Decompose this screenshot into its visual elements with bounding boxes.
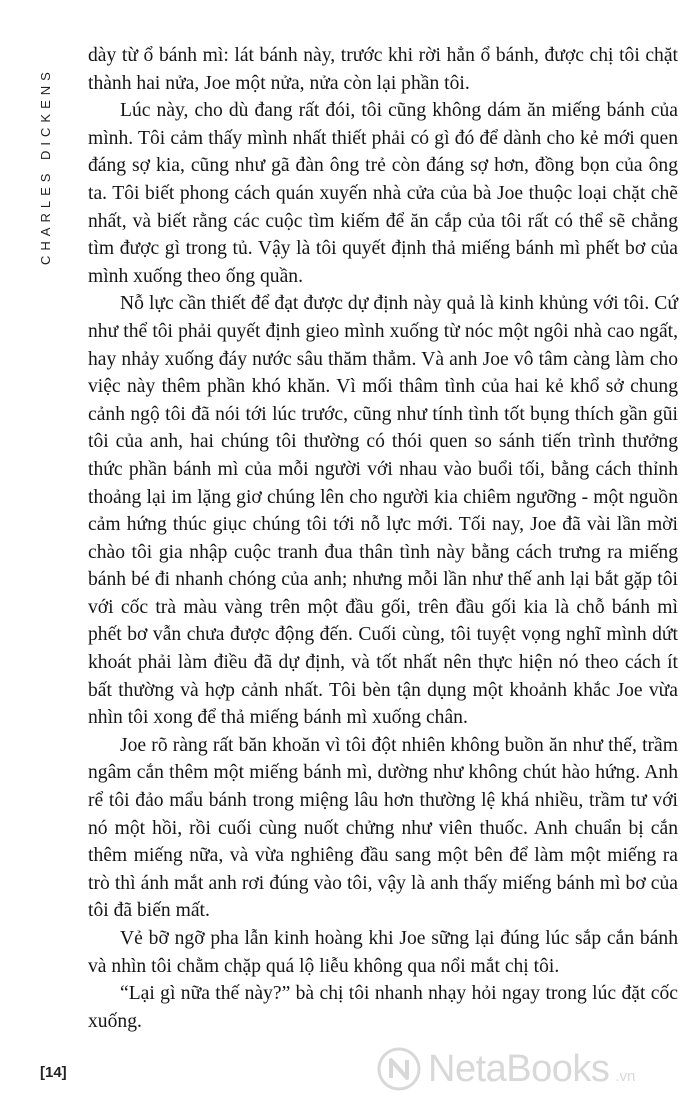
paragraph: Lúc này, cho dù đang rất đói, tôi cũng không dám ăn miếng bánh của mình. Tôi cảm thấy mình nhất thiết phải có gì đó để dành cho kẻ mới quen đáng sợ kia, cũng như gã đàn ông trẻ còn đáng sợ hơn, đồng bọn của ông ta. Tôi biết phong cách quán xuyến nhà cửa của bà Joe thuộc loại chặt chẽ nhất, và biết rằng các cuộc tìm kiếm để ăn cắp của tôi rất có thể sẽ chẳng tìm được gì trong tủ. Vậy là tôi quyết định thả miếng bánh mì phết bơ của mình xuống theo ống quần. [88, 100, 678, 287]
page-number: [14] [40, 1064, 67, 1081]
running-head: CHARLES DICKENS [38, 67, 53, 265]
watermark-brand: NetaBooks [428, 1047, 610, 1090]
paragraph: Vẻ bỡ ngỡ pha lẫn kinh hoàng khi Joe sững lại đúng lúc sắp cắn bánh và nhìn tôi chằm chặp quá lộ liễu không qua nổi mắt chị tôi. [88, 928, 678, 977]
paragraph: Nỗ lực cần thiết để đạt được dự định này quả là kinh khủng với tôi. Cứ như thể tôi phải quyết định gieo mình xuống từ nóc một ngôi nhà cao ngất, hay nhảy xuống đáy nước sâu thăm thẳm. Và anh Joe vô tâm càng làm cho việc này thêm phần khó khăn. Vì mối thâm tình của hai kẻ khổ sở chung cảnh ngộ tôi đã nói tới lúc trước, cũng như tính tình tốt bụng thích gần gũi tôi của anh, hai chúng tôi thường có thói quen so sánh tiến trình thưởng thức phần bánh mì của mỗi người với nhau vào buổi tối, bằng cách thỉnh thoảng lại im lặng giơ chúng lên cho người kia chiêm ngưỡng - một nguồn cảm hứng thúc giục chúng tôi tới nỗ lực mới. Tối nay, Joe đã vài lần mời chào tôi gia nhập cuộc tranh đua thân tình này bằng cách trưng ra miếng bánh bé đi nhanh chóng của anh; nhưng mỗi lần như thế anh lại bắt gặp tôi với cốc trà màu vàng trên một đầu gối, trên đầu gối kia là chỗ bánh mì phết bơ vẫn chưa được động đến. Cuối cùng, tôi tuyệt vọng nghĩ mình dứt khoát phải làm điều đã dự định, và tốt nhất nên thực hiện nó theo cách ít bất thường và hợp cảnh nhất. Tôi bèn tận dụng một khoảnh khắc Joe vừa nhìn tôi xong để thả miếng bánh mì xuống chân. [88, 293, 678, 729]
netabooks-logo-icon [376, 1046, 422, 1092]
page-text [88, 42, 678, 1035]
watermark-suffix: .vn [615, 1067, 636, 1085]
watermark [376, 1046, 635, 1092]
paragraph: Joe rõ ràng rất băn khoăn vì tôi đột nhiên không buồn ăn như thế, trầm ngâm cắn thêm một miếng bánh mì, dường như không chút hào hứng. Anh rể tôi đảo mẩu bánh trong miệng lâu hơn thường lệ khá nhiều, trầm tư với nó một hồi, rồi cuối cùng nuốt chửng như viên thuốc. Anh chuẩn bị cắn thêm miếng nữa, và vừa nghiêng đầu sang một bên để làm một miếng ra trò thì ánh mắt anh rơi đúng vào tôi, vậy là anh thấy miếng bánh mì bơ của tôi đã biến mất. [88, 734, 678, 922]
paragraph: dày từ ổ bánh mì: lát bánh này, trước khi rời hẳn ổ bánh, được chị tôi chặt thành hai nửa, Joe một nửa, nửa còn lại phần tôi. [88, 45, 678, 94]
paragraph: “Lại gì nữa thế này?” bà chị tôi nhanh nhạy hỏi ngay trong lúc đặt cốc xuống. [88, 983, 678, 1032]
